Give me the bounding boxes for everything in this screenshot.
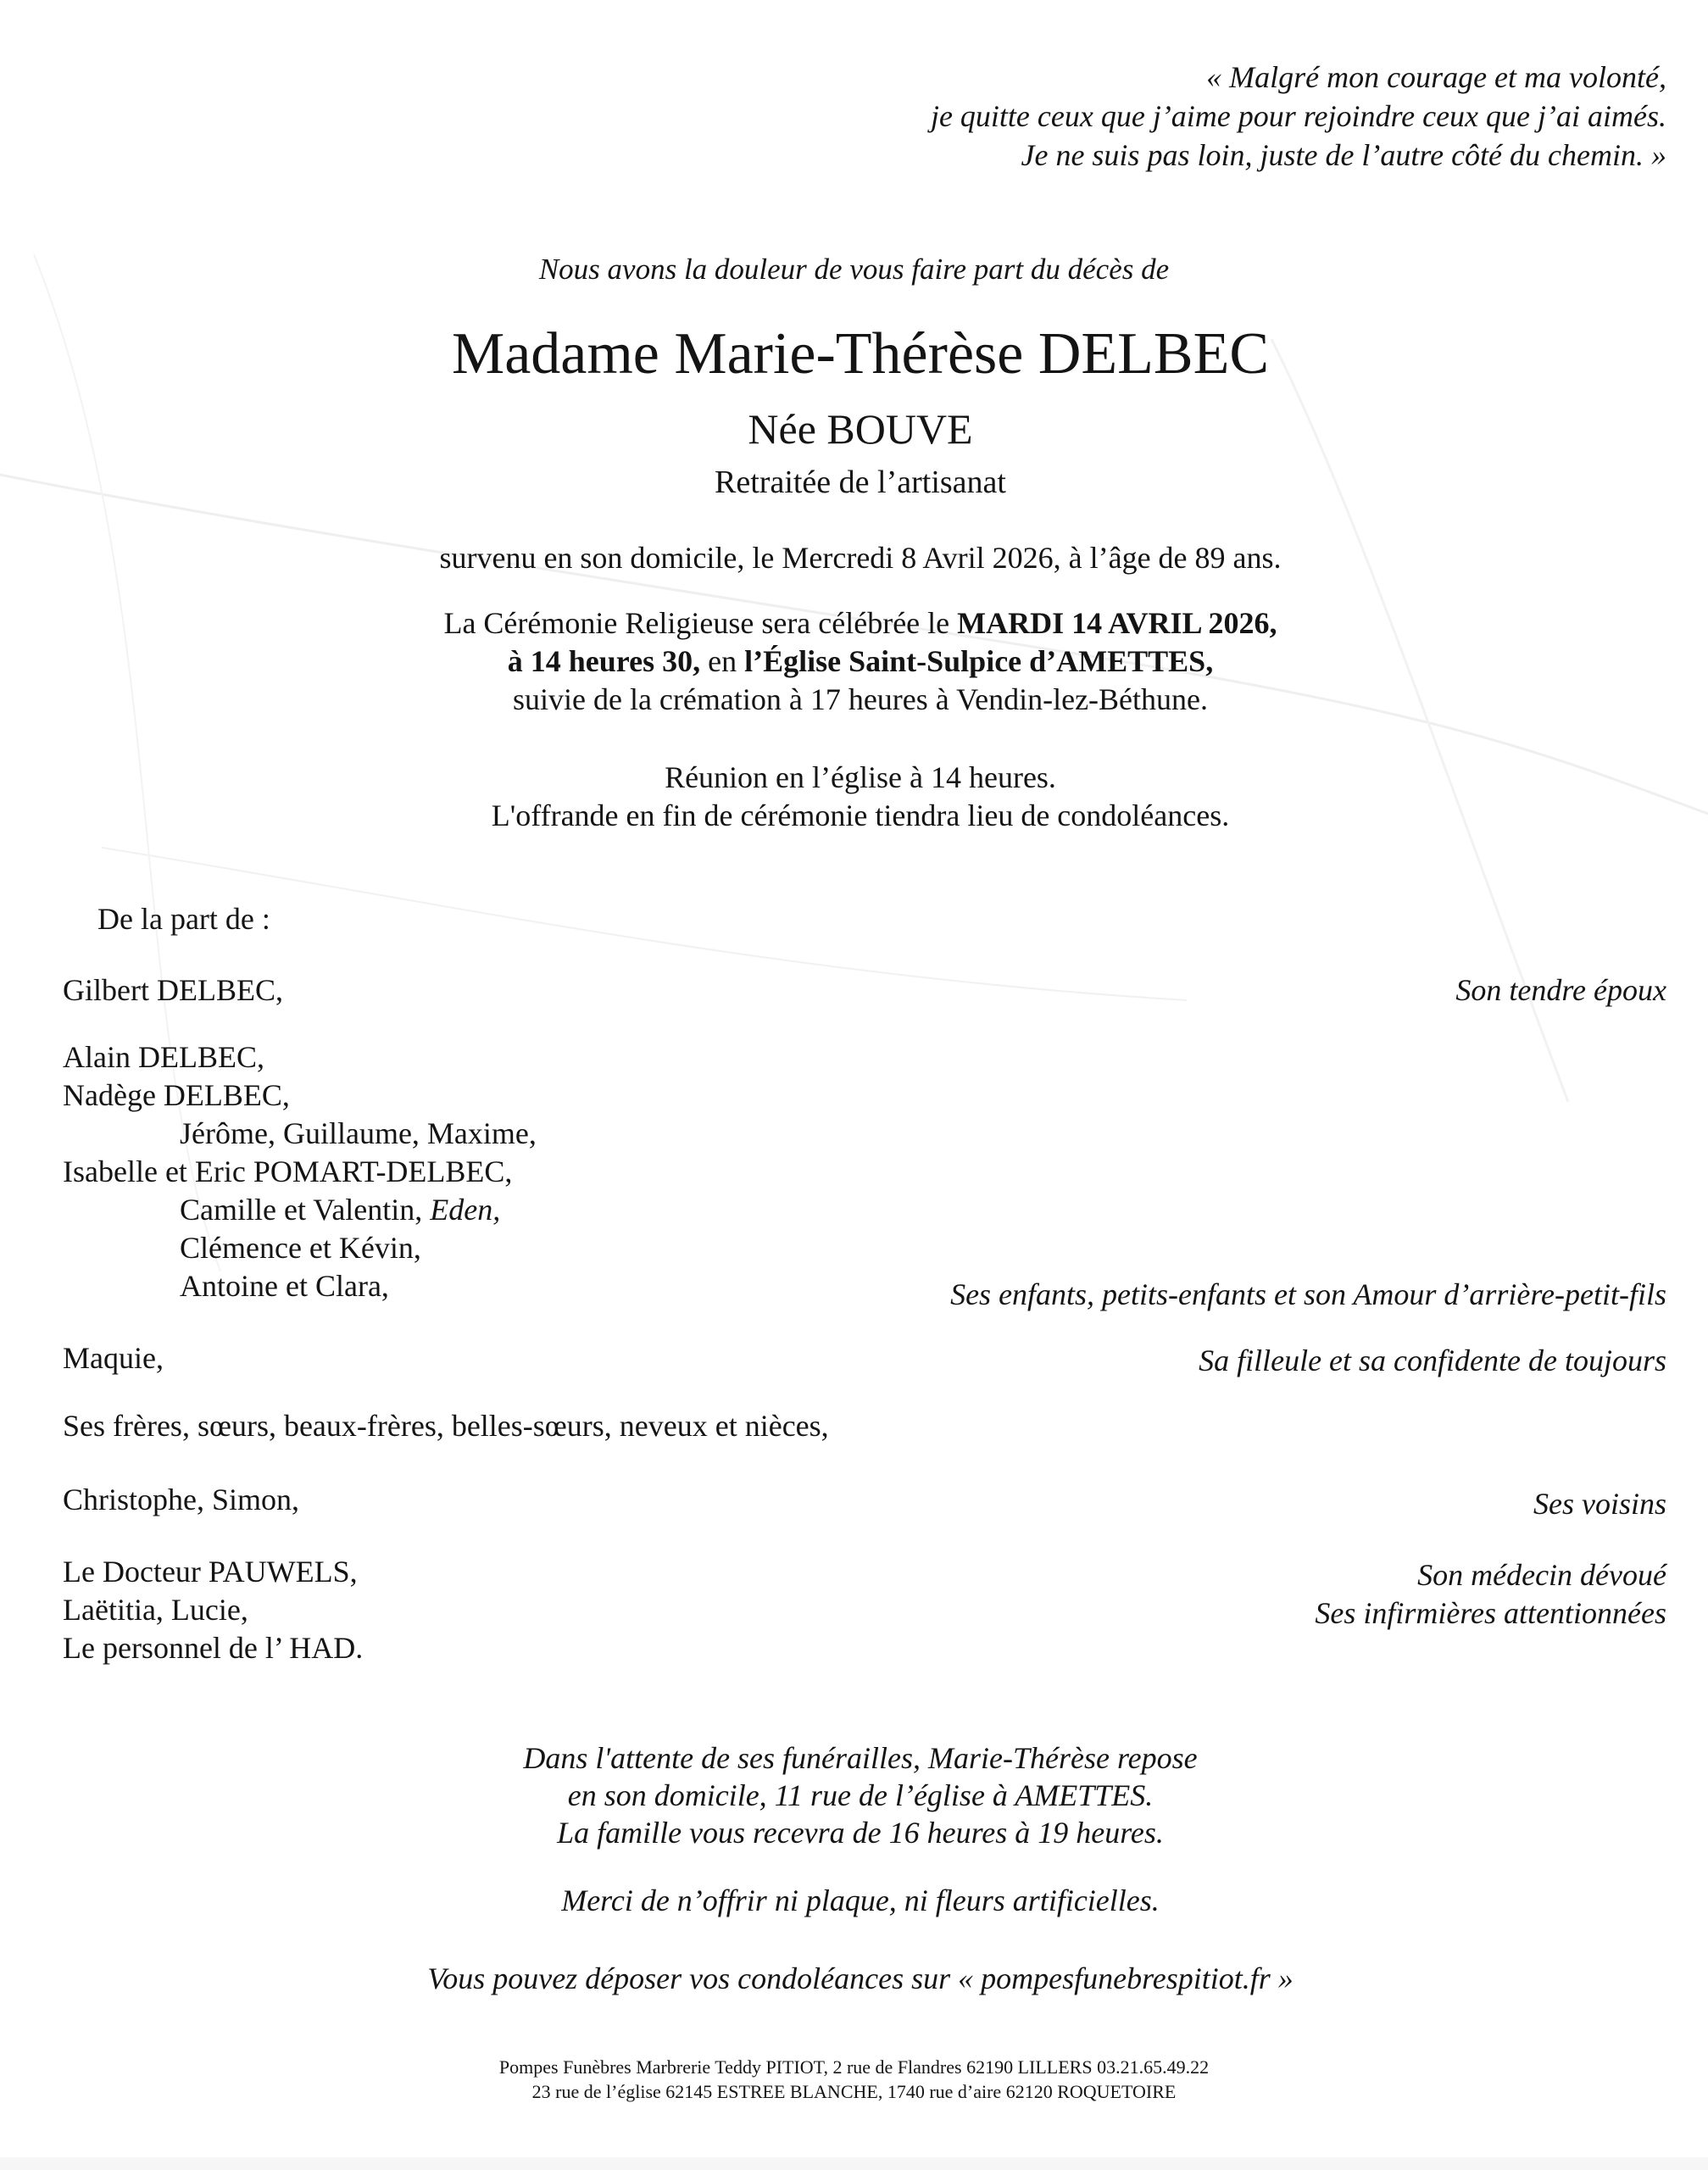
repose-line: Dans l'attente de ses funérailles, Marie-Thérèse repose <box>523 1741 1198 1775</box>
deceased-name: Madame Marie-Thérèse DELBEC <box>451 321 1270 387</box>
family-line: Le personnel de l’ HAD. <box>63 1631 364 1665</box>
neighbors-role: Ses voisins <box>1533 1487 1666 1521</box>
repose-line: en son domicile, 11 rue de l’église à AMETTES. <box>567 1778 1154 1812</box>
death-details: survenu en son domicile, le Mercredi 8 Avril 2026, à l’âge de 89 ans. <box>439 541 1282 575</box>
ceremony-line-2: à 14 heures 30, en l’Église Saint-Sulpice d’AMETTES, <box>507 644 1214 678</box>
ceremony-line-1: La Cérémonie Religieuse sera célébrée le MARDI 14 AVRIL 2026, <box>443 606 1277 640</box>
medical-list <box>63 1553 363 1667</box>
medical-roles <box>1315 1556 1666 1633</box>
goddaughter-name: Maquie, <box>63 1341 164 1375</box>
family-line: Jérôme, Guillaume, Maxime, <box>180 1116 537 1150</box>
footer-line: 23 rue de l’église 62145 ESTREE BLANCHE, 1740 rue d’aire 62120 ROQUETOIRE <box>531 2081 1177 2102</box>
repose-details <box>0 1739 1708 1851</box>
siblings-line: Ses frères, sœurs, beaux-frères, belles-sœurs, neveux et nièces, <box>63 1409 829 1443</box>
from-label: De la part de : <box>97 902 270 936</box>
family-line: Le Docteur PAUWELS, <box>63 1555 358 1589</box>
announcement-intro: Nous avons la douleur de vous faire part du décès de <box>538 253 1170 286</box>
condolences-notice: Vous pouvez déposer vos condoléances sur « pompesfunebrespitiot.fr » <box>427 1961 1294 1995</box>
children-list <box>63 1038 537 1305</box>
family-line: Alain DELBEC, <box>63 1040 264 1074</box>
ceremony-church: l’Église Saint-Sulpice d’AMETTES, <box>744 644 1214 678</box>
funeral-home-footer <box>0 2055 1708 2104</box>
occupation: Retraitée de l’artisanat <box>715 465 1006 500</box>
family-line: Nadège DELBEC, <box>63 1078 290 1112</box>
repose-line: La famille vous recevra de 16 heures à 19 heures. <box>557 1816 1164 1850</box>
spouse-name: Gilbert DELBEC, <box>63 973 283 1007</box>
ceremony-time: à 14 heures 30, <box>507 644 701 678</box>
role-line: Son médecin dévoué <box>1417 1558 1666 1592</box>
reunion-line: Réunion en l’église à 14 heures. <box>665 760 1056 794</box>
quote-line: Je ne suis pas loin, juste de l’autre côté du chemin. » <box>1021 138 1666 172</box>
spouse-role: Son tendre époux <box>1455 973 1666 1007</box>
neighbors-names: Christophe, Simon, <box>63 1483 300 1516</box>
family-line: Clémence et Kévin, <box>180 1231 421 1265</box>
quote-line: je quitte ceux que j’aime pour rejoindre ceux que j’ai aimés. <box>930 99 1666 133</box>
family-line: Antoine et Clara, <box>180 1269 389 1303</box>
ceremony-details <box>0 604 1708 719</box>
goddaughter-role: Sa filleule et sa confidente de toujours <box>1199 1344 1666 1377</box>
reunion-line: L'offrande en fin de cérémonie tiendra lieu de condoléances. <box>491 798 1230 832</box>
quote-line: « Malgré mon courage et ma volonté, <box>1206 60 1666 94</box>
ceremony-line-3: suivie de la crémation à 17 heures à Vendin-lez-Béthune. <box>512 682 1209 716</box>
birth-name: Née BOUVE <box>748 405 973 453</box>
ceremony-date: MARDI 14 AVRIL 2026, <box>957 606 1277 640</box>
family-line: Camille et Valentin, Eden, <box>180 1193 501 1227</box>
opening-quote <box>931 58 1666 175</box>
family-line: Laëtitia, Lucie, <box>63 1593 248 1627</box>
great-grandson-name: Eden, <box>430 1193 501 1227</box>
children-role: Ses enfants, petits-enfants et son Amour d’arrière-petit-fils <box>950 1277 1666 1311</box>
flowers-notice: Merci de n’offrir ni plaque, ni fleurs artificielles. <box>561 1883 1160 1917</box>
family-line: Isabelle et Eric POMART-DELBEC, <box>63 1155 513 1188</box>
footer-line: Pompes Funèbres Marbrerie Teddy PITIOT, 2 rue de Flandres 62190 LILLERS 03.21.65.49.22 <box>498 2056 1210 2078</box>
role-line: Ses infirmières attentionnées <box>1315 1596 1666 1630</box>
reunion-details <box>0 759 1708 835</box>
